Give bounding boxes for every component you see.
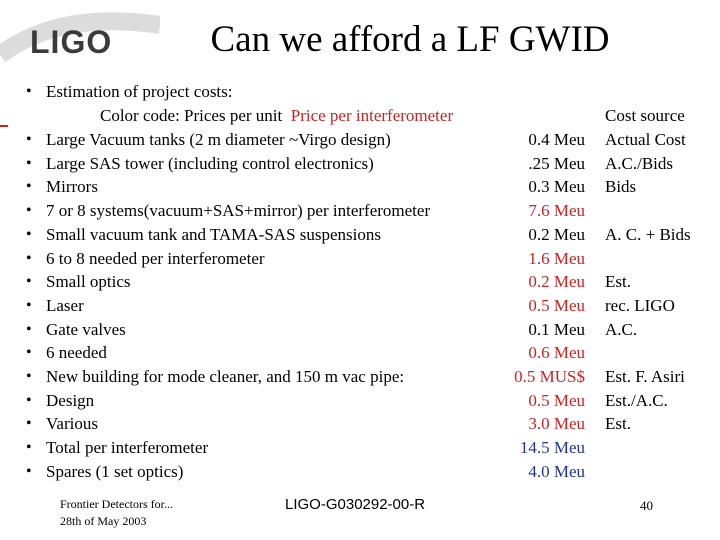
cost-item-source: A. C. + Bids xyxy=(605,224,691,244)
cost-item-source: rec. LIGO xyxy=(605,295,675,315)
cost-item-label: Spares (1 set optics) xyxy=(46,461,184,481)
cost-item-value: 0.3 Meu xyxy=(528,177,585,197)
footer-date: 28th of May 2003 xyxy=(60,514,147,528)
slide-title: Can we afford a LF GWID xyxy=(210,19,610,60)
cost-item-label: Various xyxy=(46,414,98,434)
bullet: • xyxy=(26,415,32,433)
footer-left xyxy=(60,496,173,530)
bullet: • xyxy=(26,273,32,291)
cost-item-source: A.C. xyxy=(605,319,638,339)
ligo-logo: LIGO xyxy=(30,24,113,60)
cost-item-value: 0.6 Meu xyxy=(528,343,585,363)
cost-item-label: Design xyxy=(46,390,95,410)
cost-item-label: Large Vacuum tanks (2 m diameter ~Virgo design) xyxy=(46,130,391,149)
cost-item-source: Est. xyxy=(605,272,631,292)
cost-item-value: 0.4 Meu xyxy=(528,130,585,149)
cost-item-label: Laser xyxy=(46,295,84,315)
cost-item-value: .25 Meu xyxy=(528,153,585,173)
cost-item-source: Est. F. Asiri xyxy=(605,367,685,386)
bullet: • xyxy=(26,131,32,148)
page-number: 40 xyxy=(640,498,653,513)
cost-item-label: Large SAS tower (including control electronics) xyxy=(46,153,374,173)
footer-doc-id: LIGO-G030292-00-R xyxy=(285,496,426,513)
red-dash-decoration xyxy=(0,125,8,127)
bullet: • xyxy=(26,154,32,172)
cost-item-label: 6 needed xyxy=(46,343,107,363)
cost-item-label: 6 to 8 needed per interferometer xyxy=(46,248,265,268)
legend-cost-source: Cost source xyxy=(605,106,685,125)
cost-item-value: 1.6 Meu xyxy=(528,248,585,268)
footer-event: Frontier Detectors for... xyxy=(60,497,173,511)
cost-item-value: 14.5 Meu xyxy=(519,438,585,458)
cost-item-value: 0.5 Meu xyxy=(528,295,585,315)
cost-item-label: Small vacuum tank and TAMA-SAS suspensions xyxy=(46,224,382,244)
bullet: • xyxy=(26,462,32,480)
bullet: • xyxy=(26,225,32,243)
bullet: • xyxy=(26,344,32,362)
legend-price-per-ifo: Price per interferometer xyxy=(290,106,454,125)
bullet: • xyxy=(26,320,32,338)
bullet: • xyxy=(26,391,32,409)
legend-color-code xyxy=(100,106,453,126)
bullet: • xyxy=(26,202,32,220)
bullet: • xyxy=(26,296,32,314)
bullet: • xyxy=(26,249,32,267)
cost-item-label: New building for mode cleaner, and 150 m vac pipe: xyxy=(46,367,405,386)
cost-item-source: Bids xyxy=(605,177,637,197)
cost-item-source: Actual Cost xyxy=(605,130,686,149)
cost-item-value: 4.0 Meu xyxy=(528,461,585,481)
cost-item-label: 7 or 8 systems(vacuum+SAS+mirror) per interferometer xyxy=(46,201,431,221)
header-line: Estimation of project costs: xyxy=(46,82,233,101)
bullet: • xyxy=(26,83,32,100)
cost-item-label: Gate valves xyxy=(46,319,126,339)
cost-item-value: 3.0 Meu xyxy=(528,414,585,434)
cost-item-value: 0.1 Meu xyxy=(528,319,585,339)
cost-item-value: 7.6 Meu xyxy=(528,201,585,221)
cost-item-value: 0.2 Meu xyxy=(528,272,585,292)
cost-item-value: 0.2 Meu xyxy=(528,224,585,244)
cost-item-source: Est. xyxy=(605,414,631,434)
cost-item-label: Small optics xyxy=(46,272,131,292)
cost-item-value: 0.5 Meu xyxy=(528,390,585,410)
bullet: • xyxy=(26,439,32,457)
legend-prefix: Color code: Prices per unit xyxy=(100,106,283,125)
cost-item-source: A.C./Bids xyxy=(605,153,674,173)
cost-item-value: 0.5 MUS$ xyxy=(514,367,585,386)
cost-item-label: Total per interferometer xyxy=(46,438,209,458)
bullet: • xyxy=(26,368,32,385)
cost-item-label: Mirrors xyxy=(46,177,98,197)
cost-item-source: Est./A.C. xyxy=(605,390,668,410)
bullet: • xyxy=(26,178,32,196)
